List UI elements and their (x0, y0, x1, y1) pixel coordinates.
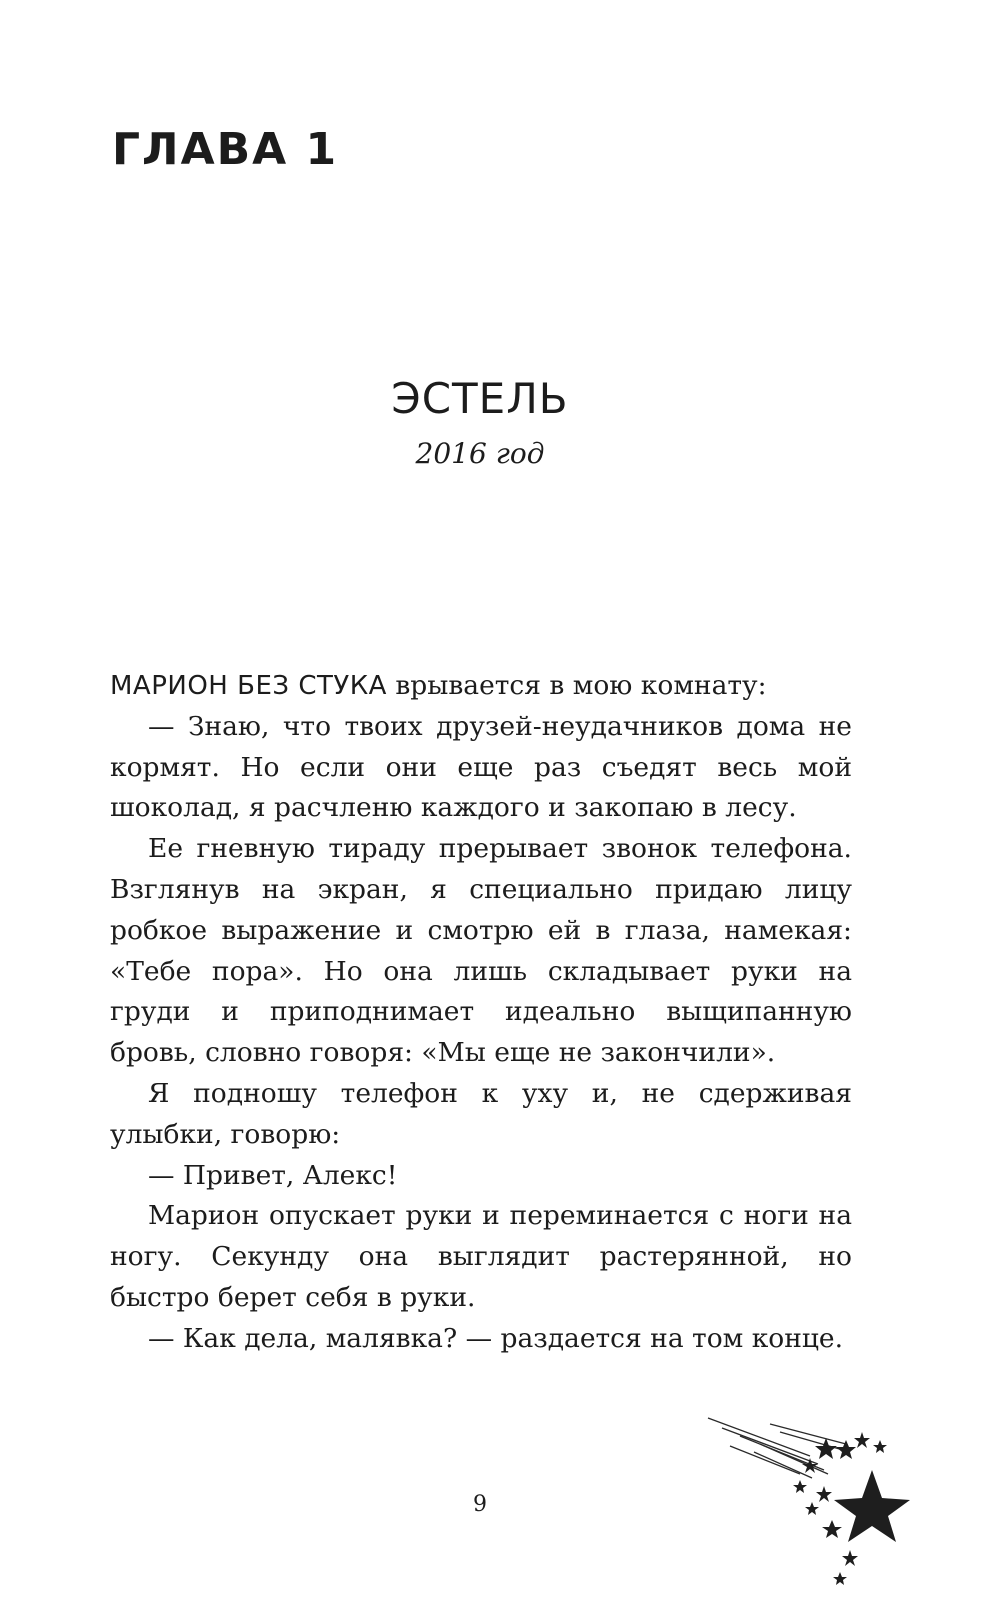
paragraph: — Привет, Алекс! (148, 1159, 398, 1191)
page-number: 9 (473, 1492, 487, 1517)
paragraph: — Знаю, что твоих друзей-неудачников дома не кормят. Но если они еще раз съедят весь мой шоколад, я расчленю каждого и закопаю в лесу. (110, 710, 852, 824)
chapter-heading: ГЛАВА 1 (112, 124, 339, 175)
paragraph: Ее гневную тираду прерывает звонок телефона. Взглянув на экран, я специально придаю лицу робкое выражение и смотрю ей в глаза, намекая: «Тебе пора». Но она лишь складывает руки на груди и приподнимает идеально выщипанную бровь, словно говоря: «Мы еще не закончили». (110, 833, 852, 1069)
section-year: 2016 год (415, 437, 545, 470)
lead-in-text: МАРИОН БЕЗ СТУКА (110, 671, 387, 701)
paragraph-text: врывается в мою комнату: (386, 670, 767, 701)
chapter-body (110, 666, 852, 1360)
paragraph (110, 666, 852, 707)
shooting-star-icon (700, 1410, 920, 1590)
paragraph: Марион опускает руки и переминается с ноги на ногу. Секунду она выглядит растерянной, но быстро берет себя в руки. (110, 1200, 852, 1313)
paragraph: Я подношу телефон к уху и, не сдерживая улыбки, говорю: (110, 1077, 852, 1150)
paragraph: — Как дела, малявка? — раздается на том конце. (148, 1322, 844, 1354)
section-title: ЭСТЕЛЬ (391, 374, 569, 423)
